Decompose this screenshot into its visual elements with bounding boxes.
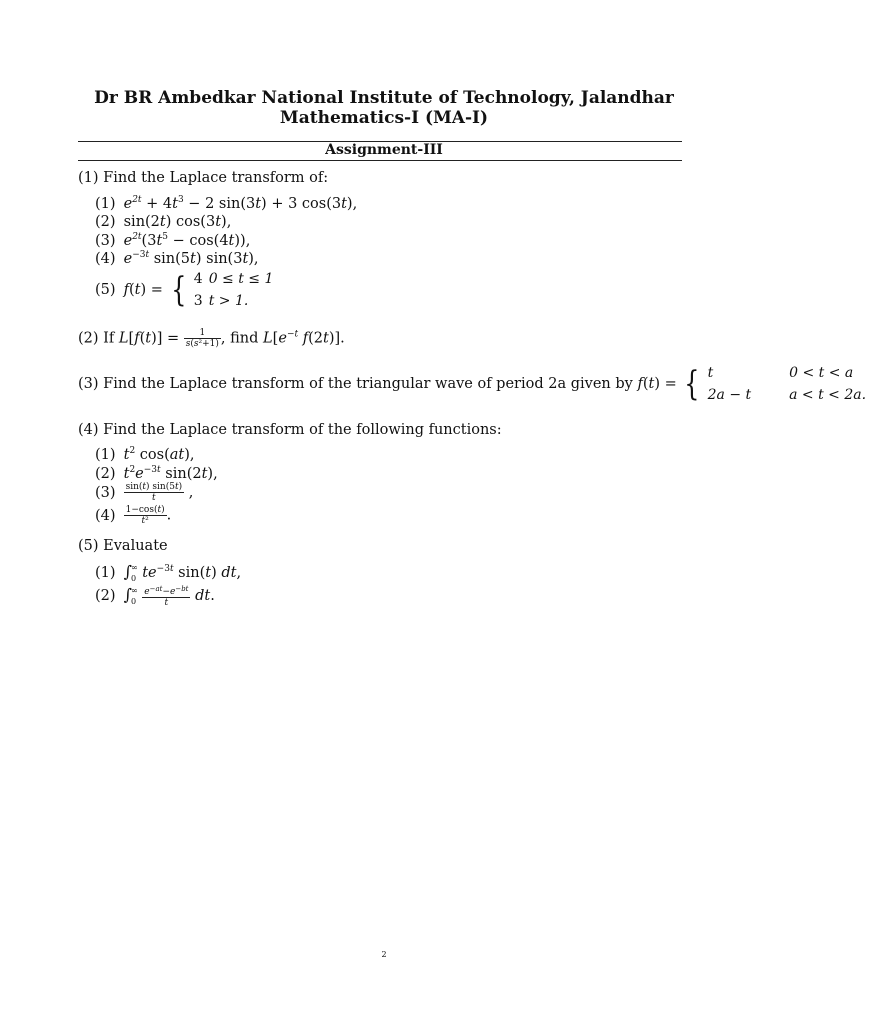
question-5-text: Evaluate	[103, 538, 168, 554]
question-2-label: (2)	[78, 330, 99, 347]
question-4-label: (4)	[78, 422, 99, 438]
q1-item-4: (4) $e^{-3t}$ sin(5t) sin(3t),	[95, 250, 259, 267]
left-brace: {	[170, 270, 186, 310]
q4-item-1: (1) $t^2$ cos(at),	[95, 446, 195, 463]
question-5	[78, 538, 168, 554]
q4-item-2: (2) $t^2e^{-3t}$ sin(2t),	[95, 465, 218, 482]
q1-item-5: (5) f(t) = { 4 0 ≤ t ≤ 1 3 t > 1.	[95, 268, 279, 312]
q1-item-3: (3) $e^{2t}(3t^5 - \cos(4t))$,	[95, 232, 251, 249]
course-title: Mathematics-I (MA-I)	[279, 108, 489, 128]
question-3-label: (3)	[78, 376, 99, 392]
question-1-label: (1)	[78, 170, 99, 186]
q3-piecewise: t 0 < t < a 2a − t a < t < 2a.	[707, 365, 867, 403]
q1-item-1: (1) $e^{2t} + 4t^3 - 2$ sin(3t) + 3 cos(3t),	[95, 195, 358, 212]
question-3: (3) Find the Laplace transform of the triangular wave of period 2a given by f(t) = { t 0 < t < a 2a − t a < t < 2a.	[78, 362, 872, 406]
left-brace: {	[684, 364, 700, 404]
q1-piecewise: 4 0 ≤ t ≤ 1 3 t > 1.	[193, 271, 274, 309]
question-1-text: Find the Laplace transform of:	[103, 170, 329, 186]
question-3-text: Find the Laplace transform of the triangular wave of period 2a given by	[103, 376, 633, 392]
q4-fraction-4: $\frac{1-\cos(t)}{\text{t²}}$	[125, 505, 165, 526]
q4-item-4: (4) $\frac{1-\cos(t)}{\text{t²}}$ .	[95, 505, 172, 526]
institute-title: Dr BR Ambedkar National Institute of Technology, Jalandhar	[94, 88, 674, 108]
q5-item-2: (2) ∫ ∞ 0 $\frac{e^{-at}-e^{-bt}}{t}$ dt.	[95, 585, 215, 608]
q5-fraction-2: $\frac{e^{-at}-e^{-bt}}{t}$	[144, 585, 189, 608]
question-5-label: (5)	[78, 538, 99, 554]
question-1	[78, 170, 328, 186]
q5-item-1: (1) ∫ ∞ 0 $te^{-3t}$ sin(t) dt,	[95, 562, 242, 583]
assignment-title: Assignment-III	[325, 142, 443, 158]
q4-item-3: (3) $\frac{\sin(t) \sin(5t)}{t}$ ,	[95, 482, 194, 503]
q2-fraction: $\frac{1}{\text{s(s²+1)}}$	[185, 328, 219, 349]
bottom-rule	[78, 160, 682, 161]
question-4	[78, 422, 502, 438]
question-4-text: Find the Laplace transform of the following functions:	[103, 422, 502, 438]
q4-fraction-3: $\frac{\sin(t) \sin(5t)}{t}$	[125, 482, 183, 503]
page-number: 2	[381, 950, 387, 959]
q1-item-2: (2) sin(2t) cos(3t),	[95, 214, 232, 230]
question-2: (2) If L[f(t)] = $\frac{1}{\text{s(s²+1)}}$ , find $L[e^{-t}$ f(2t)].	[78, 328, 345, 349]
